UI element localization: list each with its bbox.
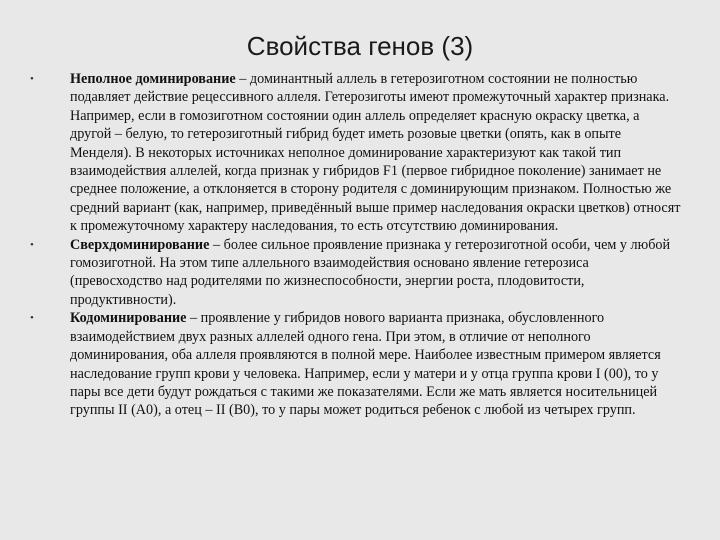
bullet-marker: • [30,238,34,251]
bullet-marker: • [30,312,34,325]
bullet-item-incomplete-dominance [24,70,684,236]
bullet-term: Сверхдоминирование [70,236,210,253]
bullet-marker: • [30,73,34,85]
bullet-text: – проявление у гибридов нового варианта признака, обусловленного взаимодействием двух разных аллелей одного гена. При этом, в отличие от неполного доминирования, оба аллеля проявляются в полной мере. Наиболее известным примером является наследование групп крови у человека. Например, если у матери и у отца группа крови I (00), то у пары все дети будут рождаться с такими же показателями. Если же мать является носительницей группы II (A0), а отец – II (B0), то у пары может родиться ребенок с любой из четырех групп. [70,310,661,419]
bullet-term: Неполное доминирование [70,71,236,87]
bullet-text: – доминантный аллель в гетерозиготном состоянии не полностью подавляет действие рецессивного аллеля. Гетерозиготы имеют промежуточный характер признака. Например, если в гомозиготном состоянии один аллель определяет красную окраску цветка, а другой – белую, то гетерозиготный гибрид будет иметь розовые цветки (опять, как в опыте Менделя). В некоторых источниках неполное доминирование характеризуют как такой тип взаимодействия аллелей, когда признак у гибридов F1 (первое гибридное поколение) занимает не среднее положение, а отклоняется в сторону родителя с доминирующим признаком. Полностью же средний вариант (как, например, приведённый выше пример наследования окраски цветков) относят к промежуточному характеру наследования, то есть отсутствию доминирования. [70,71,681,235]
bullet-item-overdominance [24,236,684,310]
bullet-item-codominance [24,309,684,419]
bullet-term: Кодоминирование [70,310,187,327]
bullet-list [24,70,684,420]
slide-title: Свойства генов (3) [246,31,474,61]
bullet-text: – более сильное проявление признака у гетерозиготной особи, чем у любой гомозиготной. На этом типе аллельного взаимодействия основано явление гетерозиса (превосходство над родителями по жизнеспособности, энергии роста, плодовитости, продуктивности). [70,236,671,308]
